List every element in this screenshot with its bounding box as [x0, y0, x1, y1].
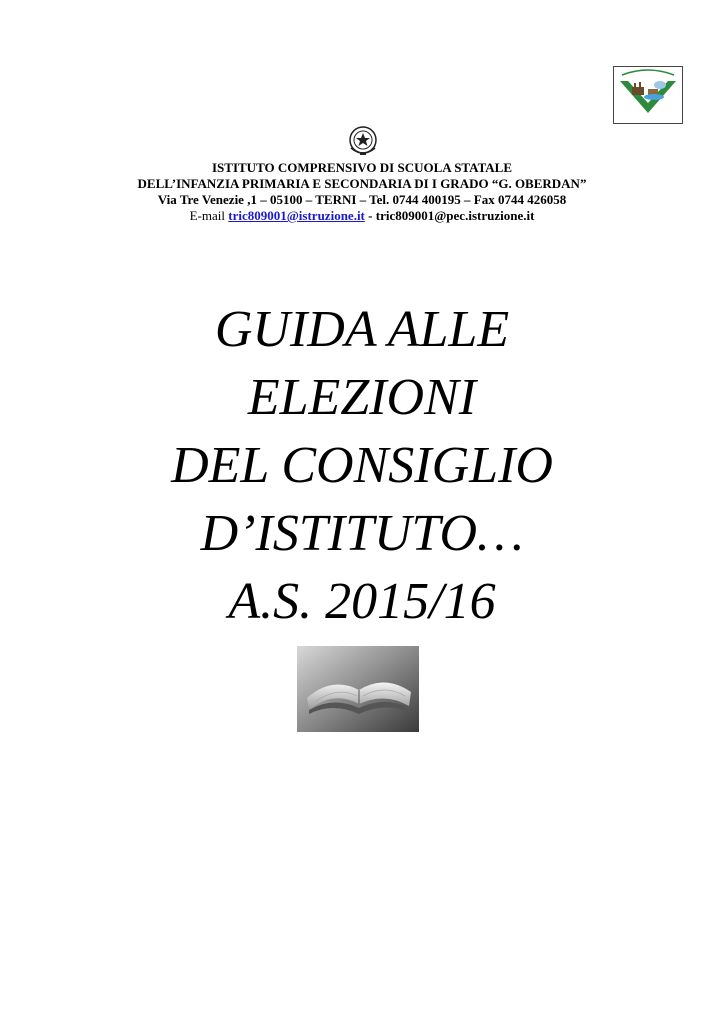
header-address: Via Tre Venezie ,1 – 05100 – TERNI – Tel. 0744 400195 – Fax 0744 426058: [157, 192, 567, 207]
document-title: [0, 296, 724, 636]
open-book-image: [297, 646, 419, 732]
email-link[interactable]: tric809001@istruzione.it: [228, 208, 365, 223]
republic-emblem-icon: [346, 124, 380, 158]
title-line-4: D’ISTITUTO…: [200, 505, 524, 562]
email-label: E-mail: [189, 208, 229, 223]
header-line-1: ISTITUTO COMPRENSIVO DI SCUOLA STATALE: [211, 160, 512, 175]
title-line-3: DEL CONSIGLIO: [171, 437, 553, 494]
title-line-2: ELEZIONI: [247, 369, 477, 426]
school-logo: [613, 66, 683, 124]
school-header: [0, 160, 724, 224]
pec-address: tric809001@pec.istruzione.it: [375, 208, 535, 223]
title-line-1: GUIDA ALLE: [214, 301, 510, 358]
header-email-line: [0, 208, 724, 224]
email-separator: -: [364, 208, 376, 223]
school-logo-graphic: [614, 67, 682, 123]
title-line-5: A.S. 2015/16: [228, 573, 496, 630]
header-line-2: DELL’INFANZIA PRIMARIA E SECONDARIA DI I GRADO “G. OBERDAN”: [137, 176, 587, 191]
